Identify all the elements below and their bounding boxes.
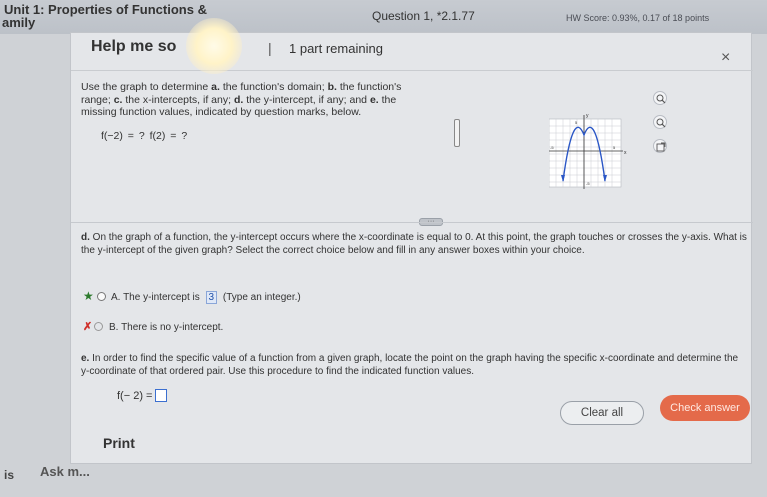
graph-background: [549, 119, 621, 187]
choice-b-text: There is no y-intercept.: [121, 322, 224, 333]
help-me-solve-title: Help me so: [91, 38, 177, 55]
part-e-text: [81, 352, 749, 378]
zoom-in-icon[interactable]: [653, 91, 667, 105]
prompt-part-d: d.: [233, 93, 244, 106]
part-d-letter: d.: [81, 232, 90, 243]
part-d-body: On the graph of a function, the y-intercept occurs where the x-coordinate is equal to 0. At this point, the graph touches or crosses the y-axis. What is the y-intercept of the given graph? Select the correct choice below and fill in any answer boxes within your choice.: [81, 232, 747, 256]
clear-all-button[interactable]: Clear all: [560, 401, 644, 425]
choice-a-letter: A.: [111, 292, 121, 303]
y-axis-label: y: [586, 113, 589, 119]
prompt-text: the missing function values, indicated by question marks, below.: [81, 93, 397, 118]
prompt-text: the x-intercepts, if any;: [122, 93, 234, 106]
tick-label-top: 5: [575, 120, 578, 125]
correct-star-icon: ★: [83, 289, 94, 303]
bottom-text-is: is: [4, 468, 15, 482]
answer-label: f(− 2) =: [117, 390, 153, 402]
hw-score: HW Score: 0.93%, 0.17 of 18 points: [566, 13, 710, 23]
light-glare: [186, 18, 242, 74]
tick-label-left: -5: [550, 145, 554, 150]
choice-a-hint: (Type an integer.): [222, 292, 301, 303]
prompt-part-a: a.: [211, 81, 220, 93]
prompt-text: the function's domain;: [219, 81, 328, 93]
prompt-part-e: e.: [369, 93, 379, 106]
section-divider: [71, 222, 753, 223]
pane-resize-handle[interactable]: [454, 119, 460, 147]
answer-row: [117, 389, 167, 402]
function-values-prompt: f(−2) = ? f(2) = ?: [101, 130, 188, 142]
choice-b-letter: B.: [109, 322, 119, 333]
incorrect-x-icon: ✗: [83, 321, 93, 333]
part-e-letter: e.: [81, 353, 90, 364]
check-answer-button[interactable]: Check answer: [660, 395, 750, 421]
choice-a-radio[interactable]: [97, 292, 106, 301]
question-prompt: [81, 81, 421, 119]
help-me-solve-dialog: [70, 32, 752, 464]
tick-label-right: 5: [613, 145, 616, 150]
unit-title: Unit 1: Properties of Functions &: [4, 2, 207, 17]
prompt-text: the function's range;: [81, 81, 402, 106]
part-e-body: In order to find the specific value of a function from a given graph, locate the point on the graph having the specific x-coordinate and determine the y-coordinate of that ordered pair. Use this procedure to find the indicated function values.: [81, 353, 739, 377]
choice-a-text: The y-intercept is: [123, 292, 200, 303]
print-button[interactable]: Print: [103, 435, 135, 451]
prompt-part-c: c.: [113, 93, 123, 106]
top-bar: [0, 0, 767, 34]
y-intercept-input[interactable]: 3: [206, 291, 218, 304]
prompt-text: Use the graph to determine: [81, 81, 212, 93]
header-separator: |: [268, 40, 272, 56]
external-link-icon[interactable]: [653, 139, 667, 153]
x-axis-label: x: [624, 150, 627, 156]
prompt-text: the y-intercept, if any; and: [243, 93, 370, 106]
answer-input[interactable]: [155, 389, 167, 402]
unit-title-continued: amily: [2, 15, 36, 30]
choice-a[interactable]: [83, 289, 301, 304]
choice-b[interactable]: [83, 320, 223, 333]
part-d-text: [81, 231, 749, 257]
choice-b-radio[interactable]: [94, 322, 103, 331]
function-graph: [549, 111, 631, 191]
zoom-out-icon[interactable]: [653, 115, 667, 129]
prompt-part-b: b.: [327, 81, 337, 93]
tick-label-bottom: -5: [586, 181, 590, 186]
ask-my-instructor-link[interactable]: Ask m...: [40, 464, 90, 479]
close-icon[interactable]: ×: [721, 49, 731, 66]
question-number: Question 1, *2.1.77: [372, 9, 475, 23]
parts-remaining: 1 part remaining: [289, 41, 383, 56]
dialog-header: [71, 33, 753, 71]
